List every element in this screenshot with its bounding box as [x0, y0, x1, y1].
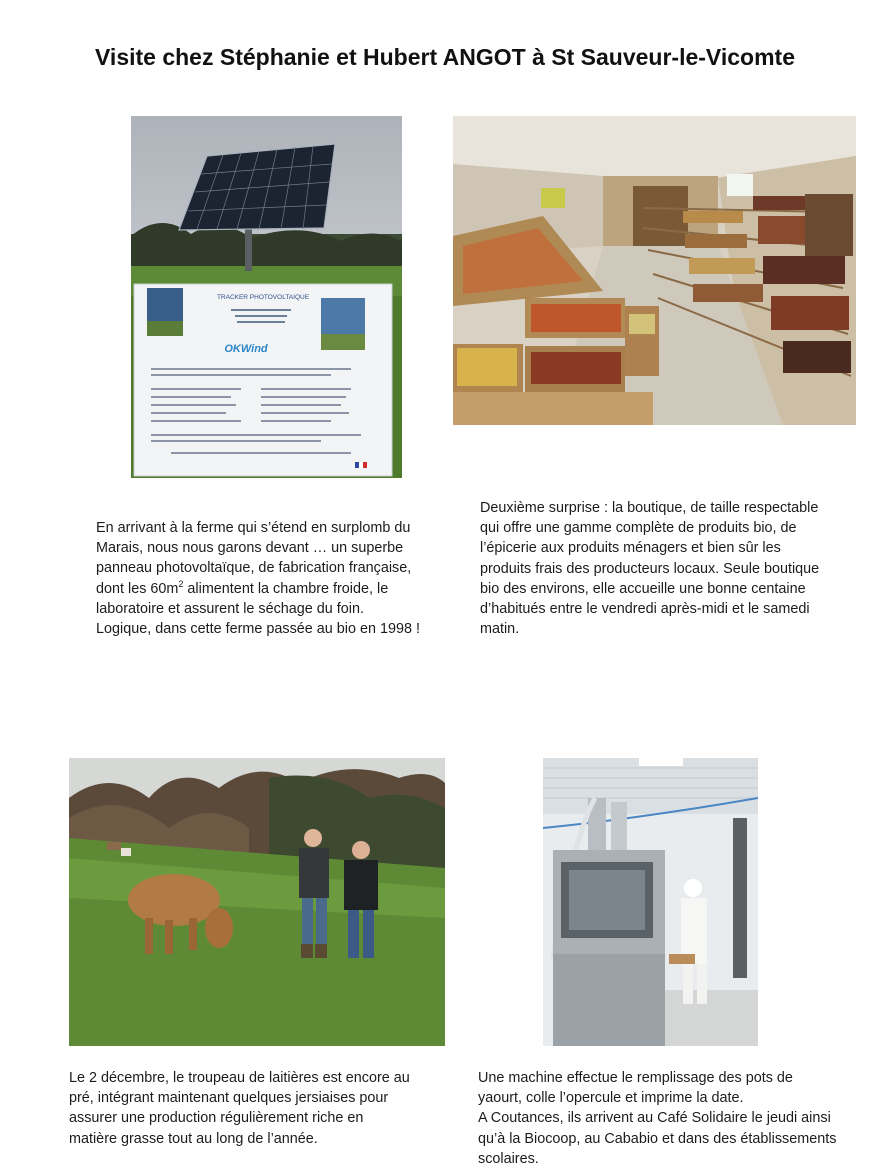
- solar-panel-photo: [131, 116, 402, 478]
- machine-paragraph: [478, 1068, 836, 1169]
- text-line: assurer une production régulièrement riche en: [69, 1110, 364, 1127]
- text-line: produits frais des producteurs locaux. Seule boutique: [480, 560, 820, 577]
- text-line: Marais, nous nous garons devant … un superbe: [96, 540, 404, 557]
- text-line: laboratoire et assurent le séchage du foin.: [96, 600, 364, 617]
- text-line: d’habitués entre le vendredi après-midi et le samedi: [480, 601, 810, 618]
- text-line: matière grasse tout au long de l’année.: [69, 1130, 318, 1147]
- text-line: scolaires.: [478, 1150, 539, 1167]
- text-fragment: alimentent la chambre froide, le: [183, 580, 389, 597]
- text-line: yaourt, colle l’opercule et imprime la date.: [478, 1090, 744, 1107]
- text-fragment: dont les 60m: [96, 580, 179, 597]
- text-line: Le 2 décembre, le troupeau de laitières est encore au: [69, 1070, 410, 1086]
- shop-interior-photo: [453, 116, 856, 425]
- text-line: pré, intégrant maintenant quelques jersiaises pour: [69, 1090, 389, 1107]
- solar-panel-paragraph: [96, 518, 420, 639]
- text-line: Deuxième surprise : la boutique, de taille respectable: [480, 500, 819, 516]
- text-line: [96, 579, 420, 599]
- shop-paragraph: [480, 498, 819, 639]
- cows-pasture-photo: [69, 758, 445, 1046]
- text-line: A Coutances, ils arrivent au Café Solidaire le jeudi ainsi: [478, 1110, 831, 1127]
- yogurt-machine-photo: [543, 758, 758, 1046]
- text-line: Une machine effectue le remplissage des pots de: [478, 1070, 793, 1086]
- text-line: qu’à la Biocoop, au Cababio et dans des établissements: [478, 1130, 837, 1147]
- text-line: matin.: [480, 621, 520, 638]
- text-line: Logique, dans cette ferme passée au bio en 1998 !: [96, 621, 421, 638]
- text-line: qui offre une gamme complète de produits bio, de: [480, 520, 797, 537]
- superscript: 2: [178, 578, 184, 589]
- text-line: bio des environs, elle accueille une bonne centaine: [480, 580, 806, 597]
- page-title: Visite chez Stéphanie et Hubert ANGOT à St Sauveur-le-Vicomte: [95, 44, 795, 70]
- sign-heading: TRACKER PHOTOVOLTAIQUE: [216, 294, 310, 301]
- herd-paragraph: [69, 1068, 410, 1149]
- sign-brand: OKWind: [224, 343, 268, 355]
- text-line: l’épicerie aux produits ménagers et bien sûr les: [480, 540, 781, 557]
- text-line: panneau photovoltaïque, de fabrication française,: [96, 560, 412, 577]
- text-line: En arrivant à la ferme qui s’étend en surplomb du: [96, 520, 411, 536]
